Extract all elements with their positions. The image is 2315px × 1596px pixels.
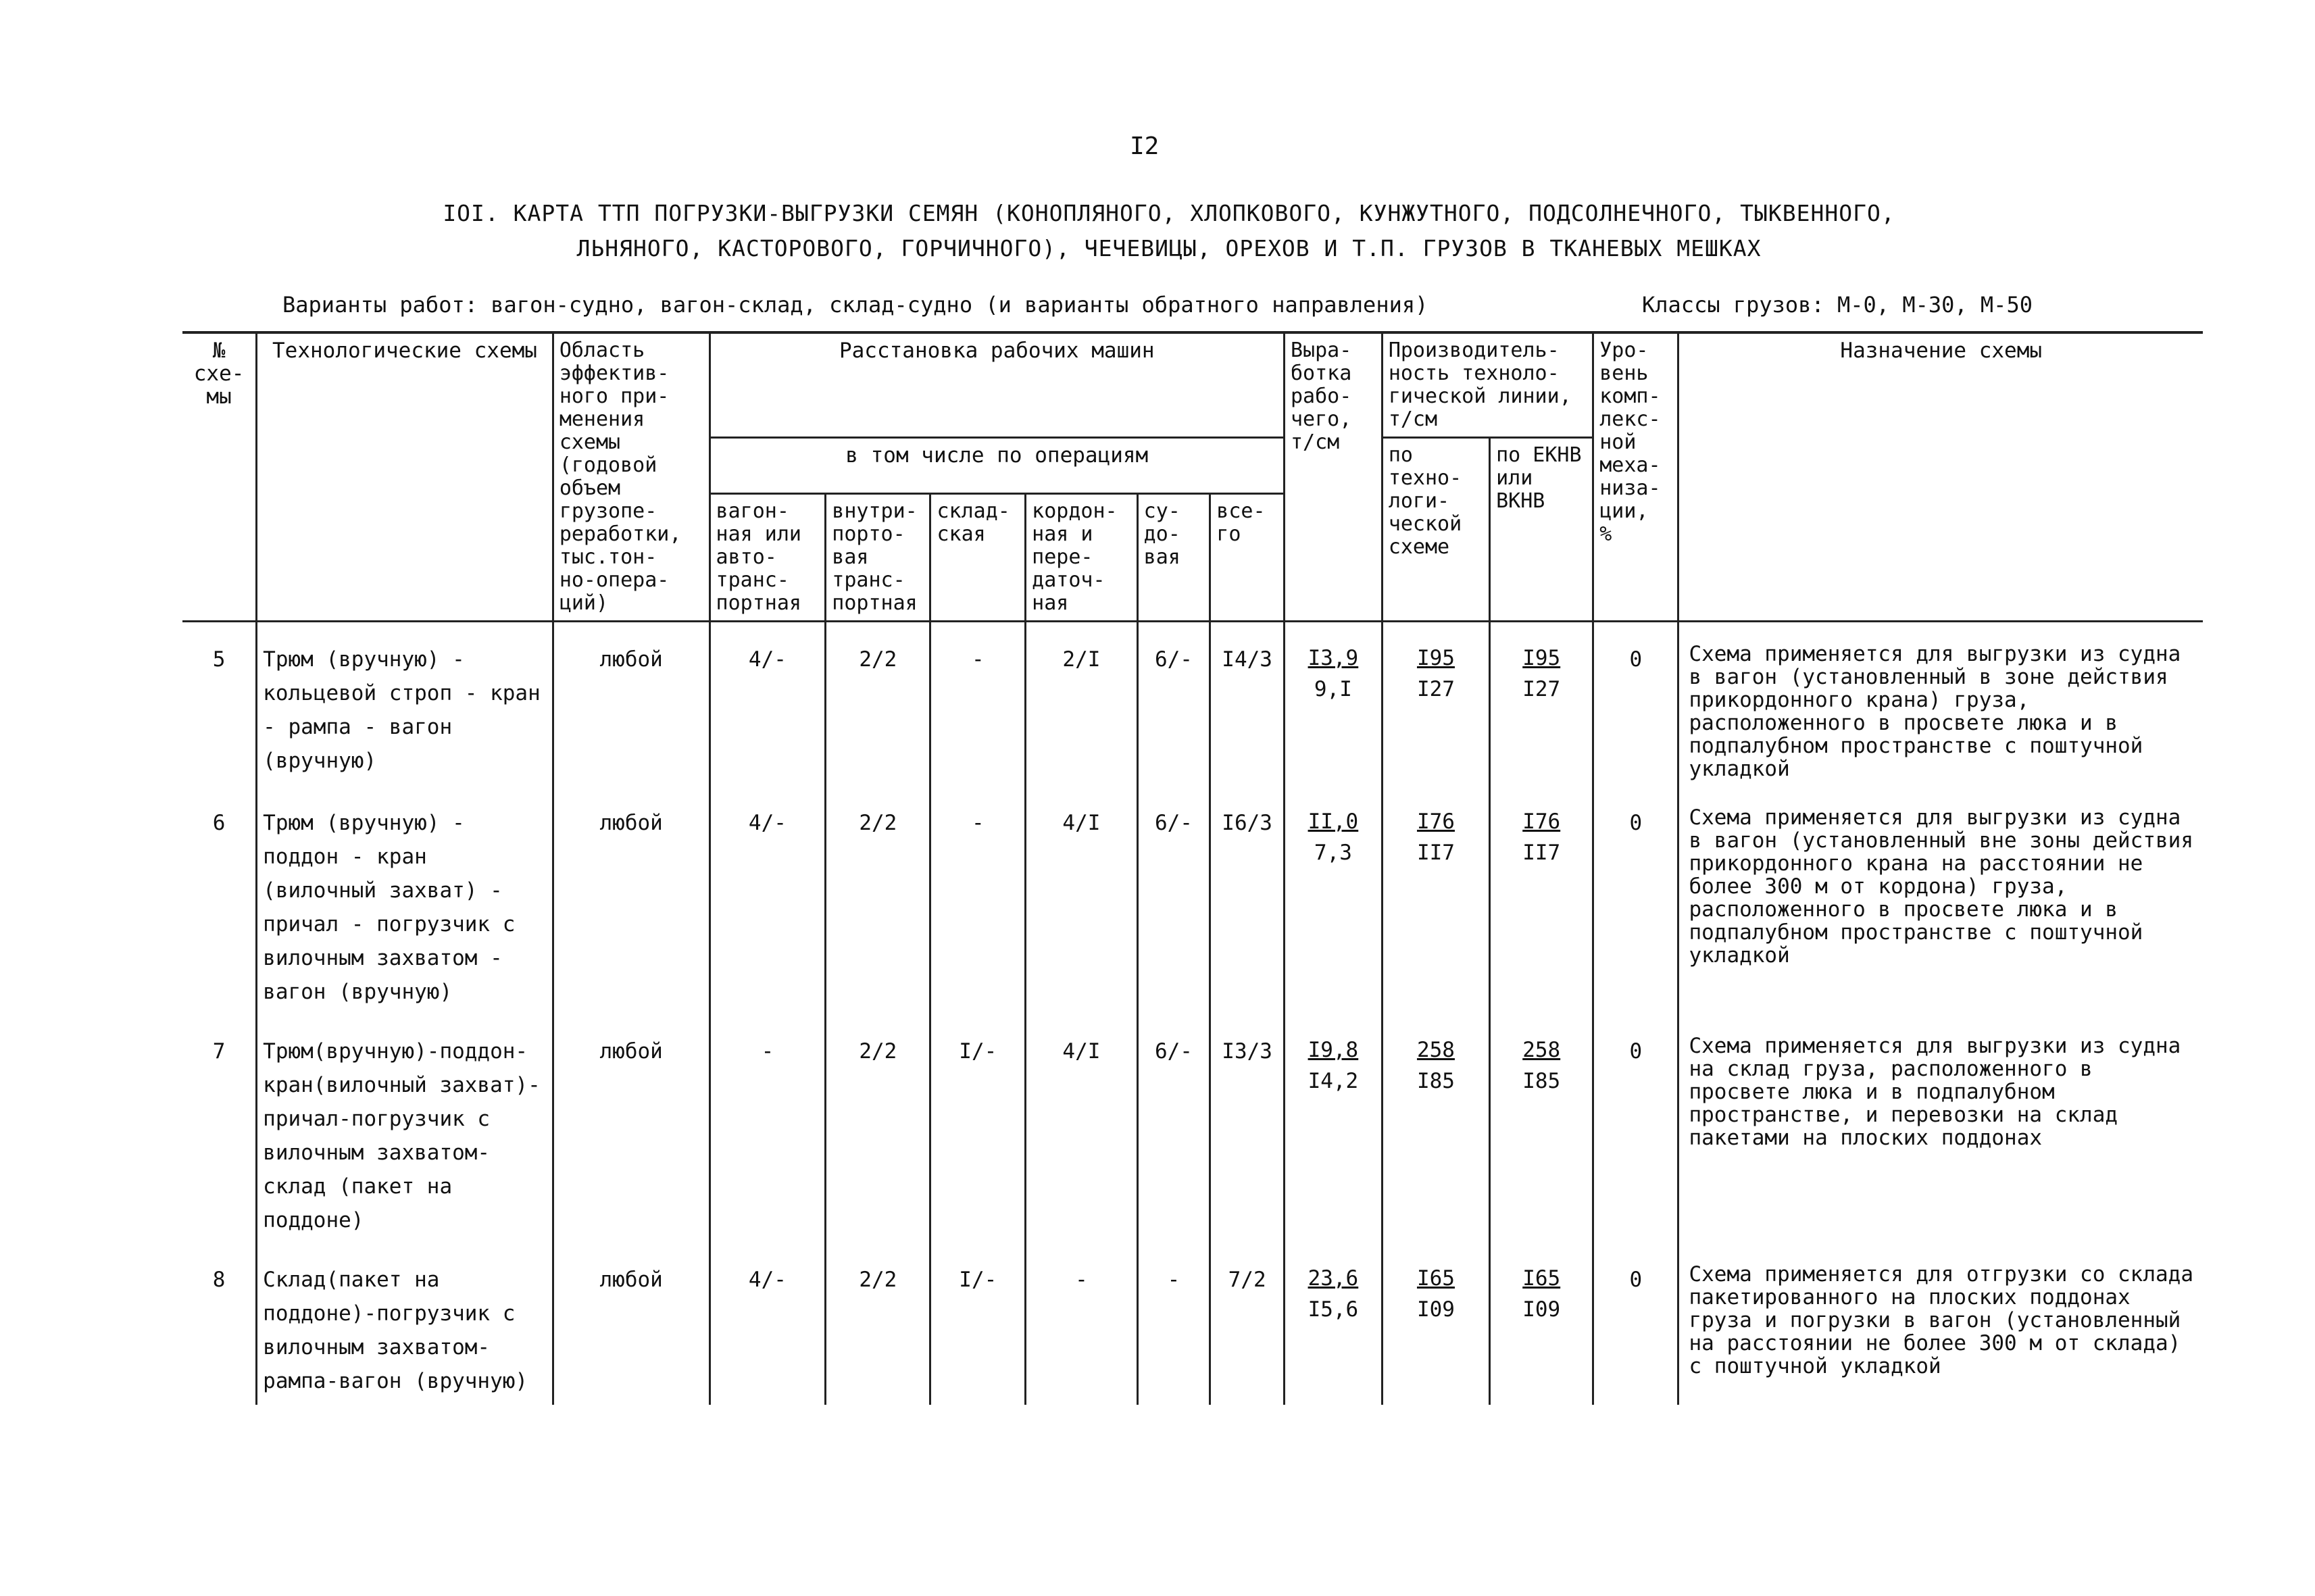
header-scheme-no: № схе- мы xyxy=(182,332,257,622)
cell-prod-eknv xyxy=(1490,622,1593,787)
cell-op-wagon: 4/- xyxy=(710,622,826,787)
header-productivity: Производитель- ность техноло- гической линии, т/см xyxy=(1382,332,1593,438)
header-op-cordon: кордон- ная и пере- даточ- ная xyxy=(1026,494,1138,622)
cell-op-internal: 2/2 xyxy=(826,622,930,787)
cell-prod-eknv xyxy=(1490,1014,1593,1243)
cell-prod-scheme xyxy=(1382,786,1489,1014)
prod-eknv-top: I76 xyxy=(1522,809,1561,834)
output-bottom: 7,3 xyxy=(1314,841,1352,865)
cell-op-cordon: - xyxy=(1026,1243,1138,1405)
cell-mechanization: 0 xyxy=(1593,1014,1678,1243)
table-row xyxy=(182,1243,2203,1405)
header-mechanization: Уро- вень комп- лекс- ной меха- низа- ции, % xyxy=(1593,332,1678,622)
output-top: II,0 xyxy=(1308,809,1359,834)
prod-scheme-bottom: I27 xyxy=(1416,677,1455,701)
cell-op-total: 7/2 xyxy=(1210,1243,1285,1405)
cell-op-cordon: 2/I xyxy=(1026,622,1138,787)
header-op-ship: су- до- вая xyxy=(1137,494,1210,622)
cell-op-wagon: 4/- xyxy=(710,786,826,1014)
cell-op-total: I3/3 xyxy=(1210,1014,1285,1243)
prod-scheme-top: 258 xyxy=(1416,1038,1455,1062)
table-row xyxy=(182,786,2203,1014)
header-prod-eknv: по ЕКНВ или ВКНВ xyxy=(1490,438,1593,622)
cell-prod-scheme xyxy=(1382,622,1489,787)
cell-op-wagon: - xyxy=(710,1014,826,1243)
work-variants: Варианты работ: вагон-судно, вагон-склад, склад-судно (и варианты обратного направления) xyxy=(282,292,1428,318)
cell-op-total: I4/3 xyxy=(1210,622,1285,787)
header-placement: Расстановка рабочих машин xyxy=(710,332,1284,438)
cell-purpose: Схема применяется для выгрузки из судна на склад груза, расположенного в просвете люка и в подпалубном пространстве, и перевозки на склад пакетами на плоских поддонах xyxy=(1678,1014,2203,1243)
cell-op-ship: 6/- xyxy=(1137,1014,1210,1243)
cell-area: любой xyxy=(553,1014,710,1243)
cell-op-cordon: 4/I xyxy=(1026,1014,1138,1243)
prod-eknv-bottom: I09 xyxy=(1522,1297,1561,1322)
cell-op-wagon: 4/- xyxy=(710,1243,826,1405)
cargo-classes: Классы грузов: М-0, М-30, М-50 xyxy=(1642,292,2033,318)
document-title xyxy=(405,196,1933,266)
output-bottom: I4,2 xyxy=(1308,1069,1359,1093)
cell-op-warehouse: - xyxy=(930,622,1026,787)
prod-eknv-bottom: I85 xyxy=(1522,1069,1561,1093)
cell-purpose: Схема применяется для отгрузки со склада пакетированного на плоских поддонах груза и погрузки в вагон (установленный на расстоянии не более 300 м от склада) с поштучной укладкой xyxy=(1678,1243,2203,1405)
cell-op-ship: - xyxy=(1137,1243,1210,1405)
ttp-table xyxy=(182,331,2203,1405)
table-row xyxy=(182,1014,2203,1243)
page-number: I2 xyxy=(1130,132,1160,160)
cell-mechanization: 0 xyxy=(1593,786,1678,1014)
title-line-2: ЛЬНЯНОГО, КАСТОРОВОГО, ГОРЧИЧНОГО), ЧЕЧЕВИЦЫ, ОРЕХОВ И Т.П. ГРУЗОВ В ТКАНЕВЫХ МЕШКАХ xyxy=(576,235,1762,261)
cell-op-warehouse: I/- xyxy=(930,1014,1026,1243)
cell-op-warehouse: - xyxy=(930,786,1026,1014)
cell-op-internal: 2/2 xyxy=(826,1243,930,1405)
header-output: Выра- ботка рабо- чего, т/см xyxy=(1284,332,1382,622)
header-op-wagon: вагон- ная или авто- транс- портная xyxy=(710,494,826,622)
cell-mechanization: 0 xyxy=(1593,622,1678,787)
cell-area: любой xyxy=(553,622,710,787)
prod-eknv-bottom: II7 xyxy=(1522,841,1561,865)
header-area: Область эффектив- ного при- менения схемы (годовой объем грузопе- реработки, тыс.тон- но-опера- ций) xyxy=(553,332,710,622)
header-purpose: Назначение схемы xyxy=(1678,332,2203,622)
cell-no: 6 xyxy=(182,786,257,1014)
header-op-internal: внутри- порто- вая транс- портная xyxy=(826,494,930,622)
output-top: I3,9 xyxy=(1308,646,1359,670)
cell-prod-eknv xyxy=(1490,1243,1593,1405)
cell-op-internal: 2/2 xyxy=(826,1014,930,1243)
cell-prod-scheme xyxy=(1382,1243,1489,1405)
header-tech-schemes: Технологические схемы xyxy=(257,332,553,622)
cell-purpose: Схема применяется для выгрузки из судна в вагон (установленный вне зоны действия прикордонного крана на расстоянии не более 300 м от кордона) груза, расположенного в просвете люка и в подпалубном пространстве с поштучной укладкой xyxy=(1678,786,2203,1014)
prod-scheme-bottom: I09 xyxy=(1416,1297,1455,1322)
cell-output xyxy=(1284,786,1382,1014)
prod-scheme-top: I95 xyxy=(1416,646,1455,670)
cell-mechanization: 0 xyxy=(1593,1243,1678,1405)
cell-scheme: Трюм(вручную)-поддон-кран(вилочный захват)-причал-погрузчик с вилочным захватом-склад (пакет на поддоне) xyxy=(257,1014,553,1243)
output-top: 23,6 xyxy=(1308,1266,1359,1291)
cell-op-cordon: 4/I xyxy=(1026,786,1138,1014)
cell-prod-eknv xyxy=(1490,786,1593,1014)
prod-scheme-bottom: II7 xyxy=(1416,841,1455,865)
cell-no: 8 xyxy=(182,1243,257,1405)
header-by-operation: в том числе по операциям xyxy=(710,438,1284,494)
cell-prod-scheme xyxy=(1382,1014,1489,1243)
cell-no: 7 xyxy=(182,1014,257,1243)
title-line-1: IOI. КАРТА ТТП ПОГРУЗКИ-ВЫГРУЗКИ СЕМЯН (КОНОПЛЯНОГО, ХЛОПКОВОГО, КУНЖУТНОГО, ПОДСОЛНЕЧНОГО, ТЫКВЕННОГО, xyxy=(443,200,1895,226)
cell-scheme: Трюм (вручную) - поддон - кран (вилочный захват) - причал - погрузчик с вилочным захватом - вагон (вручную) xyxy=(257,786,553,1014)
cell-no: 5 xyxy=(182,622,257,787)
cell-op-total: I6/3 xyxy=(1210,786,1285,1014)
cell-purpose: Схема применяется для выгрузки из судна в вагон (установленный в зоне действия прикордонного крана) груза, расположенного в просвете люка и в подпалубном пространстве с поштучной укладкой xyxy=(1678,622,2203,787)
cell-scheme: Трюм (вручную) - кольцевой строп - кран - рампа - вагон (вручную) xyxy=(257,622,553,787)
output-bottom: I5,6 xyxy=(1308,1297,1359,1322)
output-top: I9,8 xyxy=(1308,1038,1359,1062)
cell-output xyxy=(1284,622,1382,787)
prod-eknv-top: I65 xyxy=(1522,1266,1561,1291)
cell-output xyxy=(1284,1014,1382,1243)
cell-op-warehouse: I/- xyxy=(930,1243,1026,1405)
cell-area: любой xyxy=(553,786,710,1014)
prod-scheme-bottom: I85 xyxy=(1416,1069,1455,1093)
prod-scheme-top: I76 xyxy=(1416,809,1455,834)
prod-scheme-top: I65 xyxy=(1416,1266,1455,1291)
cell-scheme: Склад(пакет на поддоне)-погрузчик с вилочным захватом-рампа-вагон (вручную) xyxy=(257,1243,553,1405)
header-prod-scheme: по техно- логи- ческой схеме xyxy=(1382,438,1489,622)
cell-op-ship: 6/- xyxy=(1137,786,1210,1014)
prod-eknv-bottom: I27 xyxy=(1522,677,1561,701)
cell-op-ship: 6/- xyxy=(1137,622,1210,787)
output-bottom: 9,I xyxy=(1314,677,1352,701)
prod-eknv-top: I95 xyxy=(1522,646,1561,670)
cell-output xyxy=(1284,1243,1382,1405)
cell-area: любой xyxy=(553,1243,710,1405)
cell-op-internal: 2/2 xyxy=(826,786,930,1014)
table-row xyxy=(182,622,2203,787)
prod-eknv-top: 258 xyxy=(1522,1038,1561,1062)
header-op-warehouse: склад- ская xyxy=(930,494,1026,622)
header-op-total: все- го xyxy=(1210,494,1285,622)
